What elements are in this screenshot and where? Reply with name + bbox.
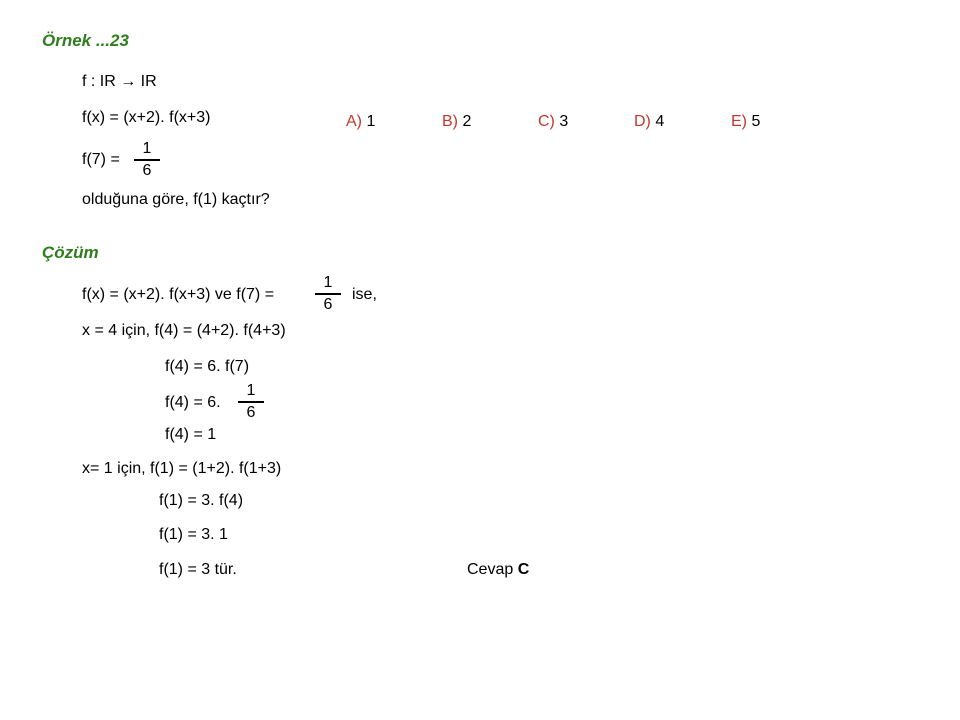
choice-value: 1 [366,113,376,130]
choice-e [731,112,760,131]
given-fraction [134,140,160,180]
solution-line-7: f(1) = 3. f(4) [159,492,244,509]
choice-c [538,112,568,131]
fraction-bar [315,293,341,295]
fraction-denominator: 6 [142,162,152,179]
fraction-numerator: 1 [246,382,256,399]
answer [467,560,529,579]
choice-letter: C) [538,113,555,130]
fraction-bar [134,159,160,161]
choice-b [442,112,471,131]
functional-equation: f(x) = (x+2). f(x+3) [82,109,211,126]
choice-letter: A) [346,113,362,130]
fraction-denominator: 6 [246,404,256,421]
solution-line-1: f(x) = (x+2). f(x+3) ve f(7) = [82,286,275,303]
solution-line-4: f(4) = 6. [165,394,221,411]
choice-letter: E) [731,113,747,130]
fraction-numerator: 1 [142,140,152,157]
fraction-denominator: 6 [323,296,333,313]
solution-title: Çözüm [42,243,99,262]
question-text: olduğuna göre, f(1) kaçtır? [82,191,270,208]
solution-line-5: f(4) = 1 [165,426,217,443]
solution-line-6: x= 1 için, f(1) = (1+2). f(1+3) [82,460,282,477]
solution-line-9: f(1) = 3 tür. [159,561,237,578]
given-value-label: f(7) = [82,151,120,168]
solution-line-8: f(1) = 3. 1 [159,526,228,543]
function-definition: f : IR → IR [82,73,157,90]
solution-fraction-1 [315,274,341,314]
fraction-numerator: 1 [323,274,333,291]
fraction-bar [238,401,264,403]
choice-value: 4 [655,113,665,130]
choice-letter: B) [442,113,458,130]
answer-label: Cevap [467,561,514,578]
choice-value: 5 [751,113,761,130]
example-title: Örnek ...23 [42,31,129,50]
answer-letter: C [517,561,530,578]
choice-a [346,112,375,131]
choice-d [634,112,664,131]
choice-value: 2 [462,113,472,130]
solution-line-1-suffix: ise, [352,286,377,303]
solution-fraction-2 [238,382,264,422]
solution-line-2: x = 4 için, f(4) = (4+2). f(4+3) [82,322,286,339]
choice-letter: D) [634,113,651,130]
choice-value: 3 [559,113,569,130]
solution-line-3: f(4) = 6. f(7) [165,358,250,375]
